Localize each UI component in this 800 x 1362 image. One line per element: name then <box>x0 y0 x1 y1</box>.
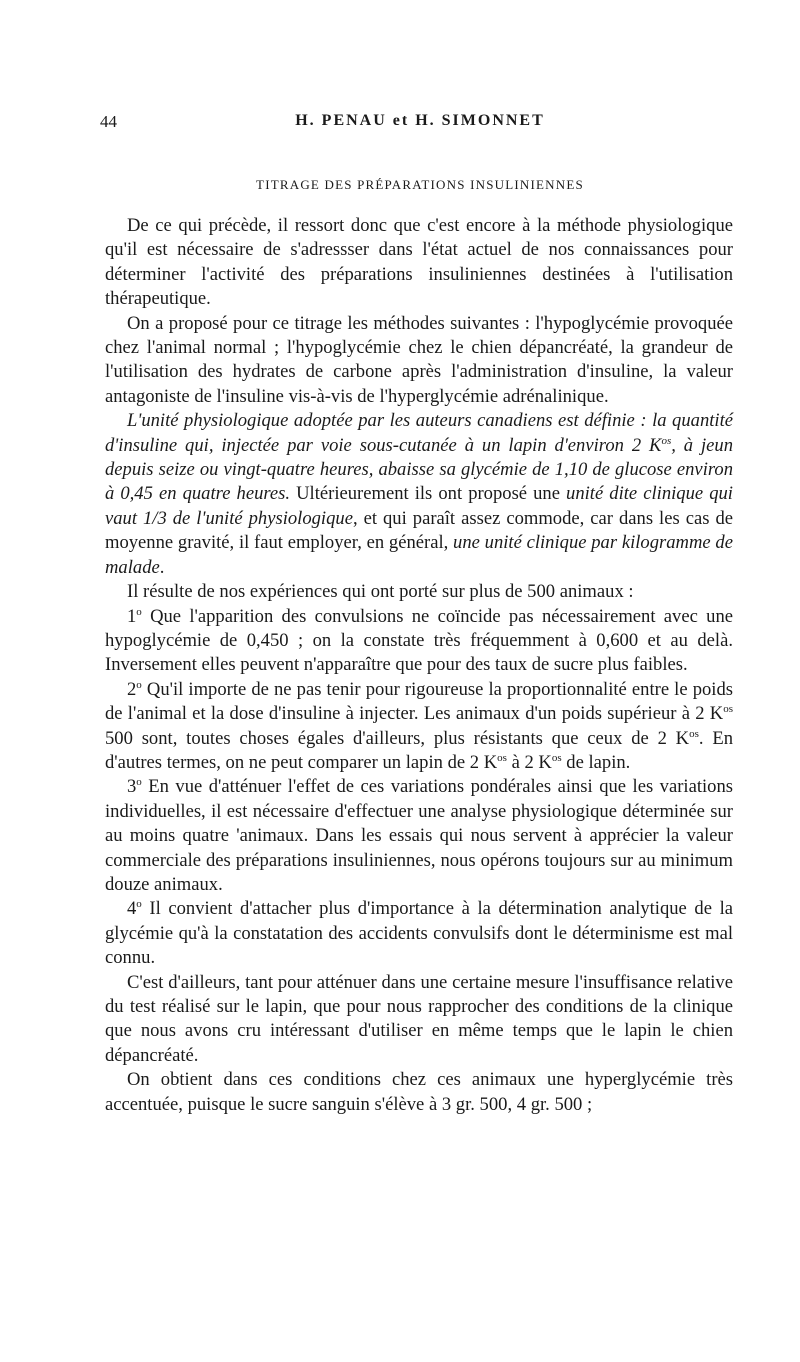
page-number: 44 <box>100 112 117 131</box>
text-run: , et qui paraît assez commode, car dans les cas de moyenne gravité, il faut employer, en général, <box>105 507 733 554</box>
text-run: de lapin. <box>561 751 631 773</box>
body-text <box>105 214 733 1117</box>
list-number: 4 <box>127 898 137 920</box>
paragraph: C'est d'ailleurs, tant pour atténuer dans une certaine mesure l'insuffisance relative du test réalisé sur le lapin, que pour nous rapprocher des conditions de la clinique que nous avons cru intéressant d'utiliser en même temps que le lapin le chien dépancréaté. <box>105 971 733 1066</box>
paragraph: De ce qui précède, il ressort donc que c'est encore à la méthode physiologique qu'il est nécessaire de s'adressser dans l'état actuel de nos connaissances pour déterminer l'activité des préparations insuliniennes destinées à l'utilisation thérapeutique. <box>105 215 733 310</box>
text-run: Ultérieurement ils ont proposé une <box>290 483 567 505</box>
text-run: 500 sont, toutes choses égales d'ailleurs, plus résistants que ceux de 2 K <box>105 727 690 749</box>
superscript: os <box>723 702 733 715</box>
paragraph: On obtient dans ces conditions chez ces animaux une hyperglycémie très accentuée, puisque le sucre sanguin s'élève à 3 gr. 500, 4 gr. 500 ; <box>105 1069 733 1115</box>
list-number: 1 <box>127 605 137 627</box>
text-run: En vue d'atténuer l'effet de ces variations pondérales ainsi que les variations individuelles, il est nécessaire d'effectuer une analyse physiologique déterminée sur au moins quatre 'animaux. Dans les essais qui nous servent à apprécier la valeur commerciale des préparations insuliniennes, nous opérons toujours sur au minimum douze animaux. <box>105 776 733 895</box>
paragraph <box>105 605 733 678</box>
paragraph <box>105 775 733 897</box>
paragraph: On a proposé pour ce titrage les méthodes suivantes : l'hypoglycémie provoquée chez l'animal normal ; l'hypoglycémie chez le chien dépancréaté, la grandeur de l'utilisation des hydrates de carbone après l'administration d'insuline, la valeur antagoniste de l'insuline vis-à-vis de l'hyperglycémie adrénalinique. <box>105 312 733 407</box>
text-run: Il convient d'attacher plus d'importance à la détermination analytique de la glycémie qu'à la constatation des accidents convulsifs dont le déterminisme est mal connu. <box>105 898 733 969</box>
degree-mark: o <box>136 776 142 789</box>
text-run: à 2 K <box>506 751 552 773</box>
degree-mark: o <box>136 898 142 911</box>
page-header <box>100 112 740 136</box>
text-run: Qu'il importe de ne pas tenir pour rigoureuse la proportionnalité entre le poids de l'animal et la dose d'insuline à injecter. Les animaux d'un poids supérieur à 2 K <box>105 678 733 725</box>
section-title: TITRAGE DES PRÉPARATIONS INSULINIENNES <box>256 177 584 192</box>
italic-text: unité dite clinique qui vaut 1/3 de l'unité physiologique <box>105 483 733 529</box>
italic-text: une unité clinique par kilogramme de malade <box>105 532 733 578</box>
list-number: 2 <box>127 678 137 700</box>
running-head: H. PENAU et H. SIMONNET <box>295 112 545 129</box>
superscript: os <box>661 434 672 447</box>
text-run: . <box>159 556 165 578</box>
superscript: os <box>689 727 699 740</box>
italic-text: , à jeun depuis seize ou vingt-quatre heures, abaisse sa glycémie de 1,10 de glucose environ à 0,45 en quatre heures. <box>105 434 733 505</box>
paragraph: Il résulte de nos expériences qui ont porté sur plus de 500 animaux : <box>127 581 634 603</box>
paragraph <box>105 678 733 776</box>
superscript: os <box>551 751 562 764</box>
paragraph <box>105 897 733 970</box>
text-run: . En d'autres termes, on ne peut comparer un lapin de 2 K <box>105 727 734 773</box>
paragraph <box>105 409 733 580</box>
italic-text: L'unité physiologique adoptée par les auteurs canadiens est définie : la quantité d'insuline qui, injectée par voie sous-cutanée à un lapin d'environ 2 K <box>105 410 733 456</box>
superscript: os <box>497 751 507 764</box>
degree-mark: o <box>136 605 142 618</box>
degree-mark: o <box>136 678 142 691</box>
text-run: Que l'apparition des convulsions ne coïncide pas nécessairement avec une hypoglycémie de 0,450 ; on la constate très fréquemment à 0,600 et au delà. Inversement elles peuvent n'apparaître que pour des taux de sucre plus faibles. <box>105 605 733 676</box>
list-number: 3 <box>127 776 137 798</box>
